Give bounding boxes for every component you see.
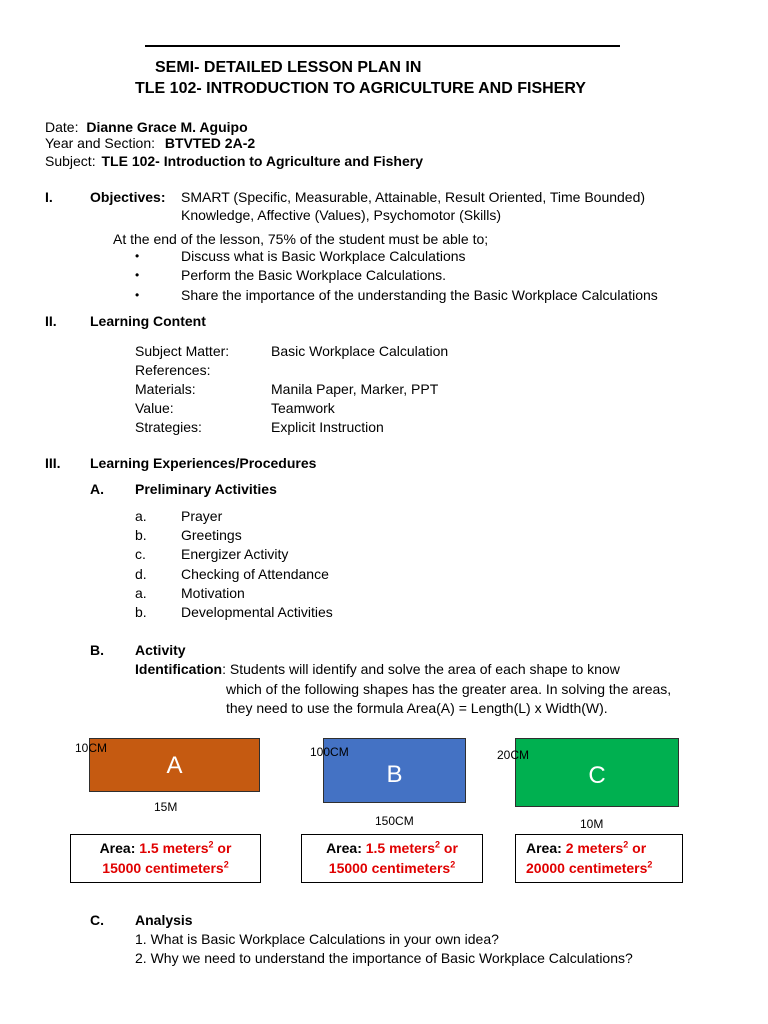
content-key: Subject Matter: — [135, 343, 230, 359]
shape-b-letter: B — [386, 761, 403, 788]
content-value: Manila Paper, Marker, PPT — [271, 381, 439, 397]
identification-label: Identification — [135, 661, 223, 677]
content-key: Materials: — [135, 381, 196, 397]
analysis-question: 1. What is Basic Workplace Calculations in your own idea? — [135, 931, 499, 947]
analysis-question: 2. Why we need to understand the importance of Basic Workplace Calculations? — [135, 950, 633, 966]
shape-c-area-line1 — [526, 838, 682, 858]
activity-line1 — [135, 661, 620, 677]
analysis-label: Analysis — [135, 912, 193, 928]
shape-a-bottom-label: 15M — [154, 800, 178, 814]
objectives-intro: At the end of the lesson, 75% of the student must be able to; — [113, 231, 489, 247]
list-mark: c. — [135, 546, 146, 562]
area-or: or — [440, 840, 458, 856]
shape-a-area-line2 — [71, 858, 260, 878]
list-mark: d. — [135, 566, 147, 582]
area-label: Area: — [526, 840, 566, 856]
subject-row — [45, 153, 423, 169]
area-centimeters: 15000 centimeters — [102, 860, 224, 876]
superscript: 2 — [435, 839, 441, 850]
activity-label: Activity — [135, 642, 186, 658]
activity-line2: which of the following shapes has the greater area. In solving the areas, — [226, 681, 672, 697]
experiences-numeral: III. — [45, 455, 61, 471]
content-key: Value: — [135, 400, 174, 416]
shape-a-area-line1 — [71, 838, 260, 858]
list-item: Energizer Activity — [181, 546, 289, 562]
activity-line3: they need to use the formula Area(A) = Length(L) x Width(W). — [226, 700, 608, 716]
content-label: Learning Content — [90, 313, 206, 329]
area-label: Area: — [99, 840, 140, 856]
area-centimeters: 15000 centimeters — [328, 860, 451, 876]
shape-a-area-box — [70, 834, 261, 883]
shape-a-side-label: 10CM — [75, 741, 108, 755]
list-item: Prayer — [181, 508, 223, 524]
content-value: Teamwork — [271, 400, 335, 416]
objective-item: Perform the Basic Workplace Calculations. — [181, 267, 447, 283]
list-mark: b. — [135, 604, 147, 620]
experiences-label: Learning Experiences/Procedures — [90, 455, 317, 471]
bullet-mark: • — [135, 288, 140, 302]
superscript: 2 — [223, 859, 229, 870]
list-item: Developmental Activities — [181, 604, 333, 620]
list-mark: a. — [135, 585, 147, 601]
area-label: Area: — [326, 840, 366, 856]
objectives-numeral: I. — [45, 189, 53, 205]
shape-c-area-box — [515, 834, 683, 883]
area-meters: 1.5 meters — [365, 840, 436, 856]
content-value: Explicit Instruction — [271, 419, 384, 435]
area-meters: 2 meters — [565, 840, 624, 856]
subject-label: Subject: — [45, 153, 96, 169]
list-item: Greetings — [181, 527, 242, 543]
shape-c-rectangle — [515, 738, 679, 807]
activity-letter: B. — [90, 642, 104, 658]
superscript: 2 — [647, 859, 653, 870]
shape-a-rectangle — [89, 738, 260, 792]
bullet-mark: • — [135, 249, 140, 263]
top-rule — [145, 45, 620, 47]
section-label: Year and Section: — [45, 135, 156, 151]
objectives-label: Objectives: — [90, 189, 166, 205]
list-item: Checking of Attendance — [181, 566, 329, 582]
area-meters: 1.5 meters — [139, 840, 209, 856]
shape-c-side-label: 20CM — [497, 748, 530, 762]
superscript: 2 — [623, 839, 629, 850]
area-or: or — [628, 840, 647, 856]
shape-b-area-line1 — [302, 838, 482, 858]
list-mark: b. — [135, 527, 147, 543]
content-numeral: II. — [45, 313, 57, 329]
objectives-line1: SMART (Specific, Measurable, Attainable, Result Oriented, Time Bounded) — [181, 189, 646, 205]
subject-value: TLE 102- Introduction to Agriculture and Fishery — [101, 153, 423, 169]
date-label: Date: — [45, 119, 79, 135]
shape-b-bottom-label: 150CM — [375, 814, 414, 828]
area-or: or — [213, 840, 232, 856]
page-title-line1: SEMI- DETAILED LESSON PLAN IN — [155, 59, 422, 76]
content-value: Basic Workplace Calculation — [271, 343, 449, 359]
shape-b-side-label: 100CM — [310, 745, 349, 759]
shape-a-letter: A — [166, 752, 183, 779]
page-title-line2: TLE 102- INTRODUCTION TO AGRICULTURE AND FISHERY — [135, 80, 586, 97]
activity-text1: : Students will identify and solve the area of each shape to know — [222, 661, 620, 677]
analysis-letter: C. — [90, 912, 104, 928]
section-row — [45, 135, 255, 151]
objective-item: Share the importance of the understanding the Basic Workplace Calculations — [181, 287, 658, 303]
date-value: Dianne Grace M. Aguipo — [86, 119, 248, 135]
list-mark: a. — [135, 508, 147, 524]
shape-c-area-line2 — [526, 858, 682, 878]
preliminary-letter: A. — [90, 481, 104, 497]
content-key: Strategies: — [135, 419, 202, 435]
date-row — [45, 119, 248, 135]
shape-b-area-line2 — [302, 858, 482, 878]
objectives-line2: Knowledge, Affective (Values), Psychomotor (Skills) — [181, 207, 502, 223]
shape-b-area-box — [301, 834, 483, 883]
superscript: 2 — [450, 859, 456, 870]
shape-c-letter: C — [588, 762, 606, 789]
preliminary-label: Preliminary Activities — [135, 481, 277, 497]
shape-c-bottom-label: 10M — [580, 817, 604, 831]
bullet-mark: • — [135, 268, 140, 282]
content-key: References: — [135, 362, 211, 378]
area-centimeters: 20000 centimeters — [526, 860, 648, 876]
section-value: BTVTED 2A-2 — [164, 135, 256, 151]
list-item: Motivation — [181, 585, 245, 601]
objective-item: Discuss what is Basic Workplace Calculations — [181, 248, 466, 264]
superscript: 2 — [208, 839, 214, 850]
